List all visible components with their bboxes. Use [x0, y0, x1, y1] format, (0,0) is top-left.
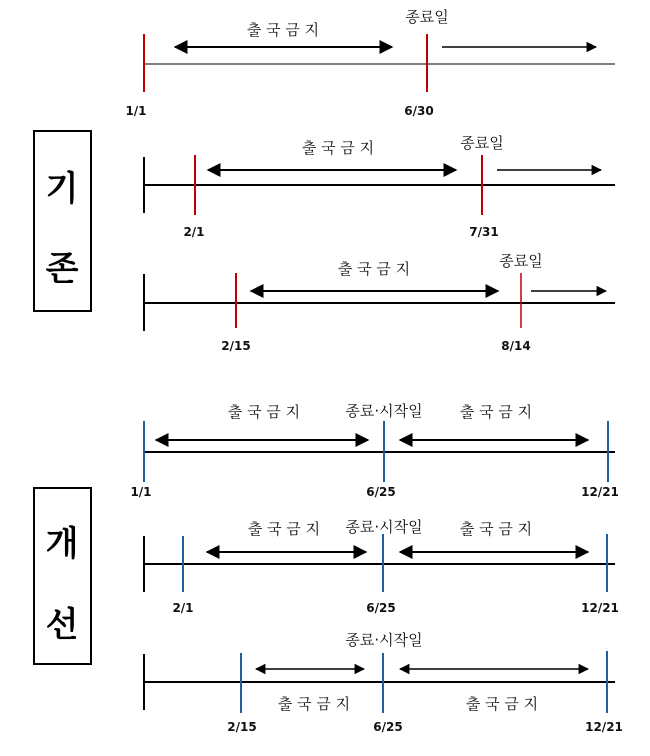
ban-label: 출 국 금 지 [301, 139, 375, 157]
date-start: 2/15 [227, 720, 257, 734]
ban-label-2: 출 국 금 지 [465, 695, 539, 713]
timeline-row-1 [125, 8, 615, 118]
timeline-row-5 [144, 518, 619, 615]
timeline-row-6 [144, 631, 623, 734]
ban-label-2: 출 국 금 지 [459, 520, 533, 538]
date-start: 1/1 [130, 485, 152, 499]
date-end: 6/30 [404, 104, 434, 118]
ban-label-1: 출 국 금 지 [247, 520, 321, 538]
section-existing-label-1: 기 [45, 169, 79, 209]
end-date-label: 종료일 [405, 8, 449, 26]
date-end: 8/14 [501, 339, 531, 353]
timeline-row-3 [144, 252, 615, 353]
date-end: 7/31 [469, 225, 499, 239]
ban-label: 출 국 금 지 [246, 21, 320, 39]
section-improved [34, 488, 91, 664]
end-date-label: 종료일 [460, 134, 504, 152]
date-mid: 6/25 [373, 720, 403, 734]
section-existing [34, 131, 91, 311]
date-mid: 6/25 [366, 485, 396, 499]
date-end: 12/21 [585, 720, 623, 734]
end-start-date-label: 종료·시작일 [345, 518, 423, 536]
date-start: 1/1 [125, 104, 147, 118]
ban-label-2: 출 국 금 지 [459, 403, 533, 421]
date-end: 12/21 [581, 485, 619, 499]
section-improved-label-1: 개 [45, 524, 79, 564]
date-mid: 6/25 [366, 601, 396, 615]
ban-label-1: 출 국 금 지 [227, 403, 301, 421]
end-start-date-label: 종료·시작일 [345, 402, 423, 420]
end-date-label: 종료일 [499, 252, 543, 270]
ban-label: 출 국 금 지 [337, 260, 411, 278]
date-start: 2/15 [221, 339, 251, 353]
timeline-row-2 [144, 134, 615, 239]
date-start: 2/1 [183, 225, 205, 239]
timeline-row-4 [130, 402, 618, 499]
date-end: 12/21 [581, 601, 619, 615]
ban-label-1: 출 국 금 지 [277, 695, 351, 713]
date-start: 2/1 [172, 601, 194, 615]
end-start-date-label: 종료·시작일 [345, 631, 423, 649]
section-existing-label-2: 존 [45, 249, 79, 289]
section-improved-label-2: 선 [45, 605, 79, 645]
